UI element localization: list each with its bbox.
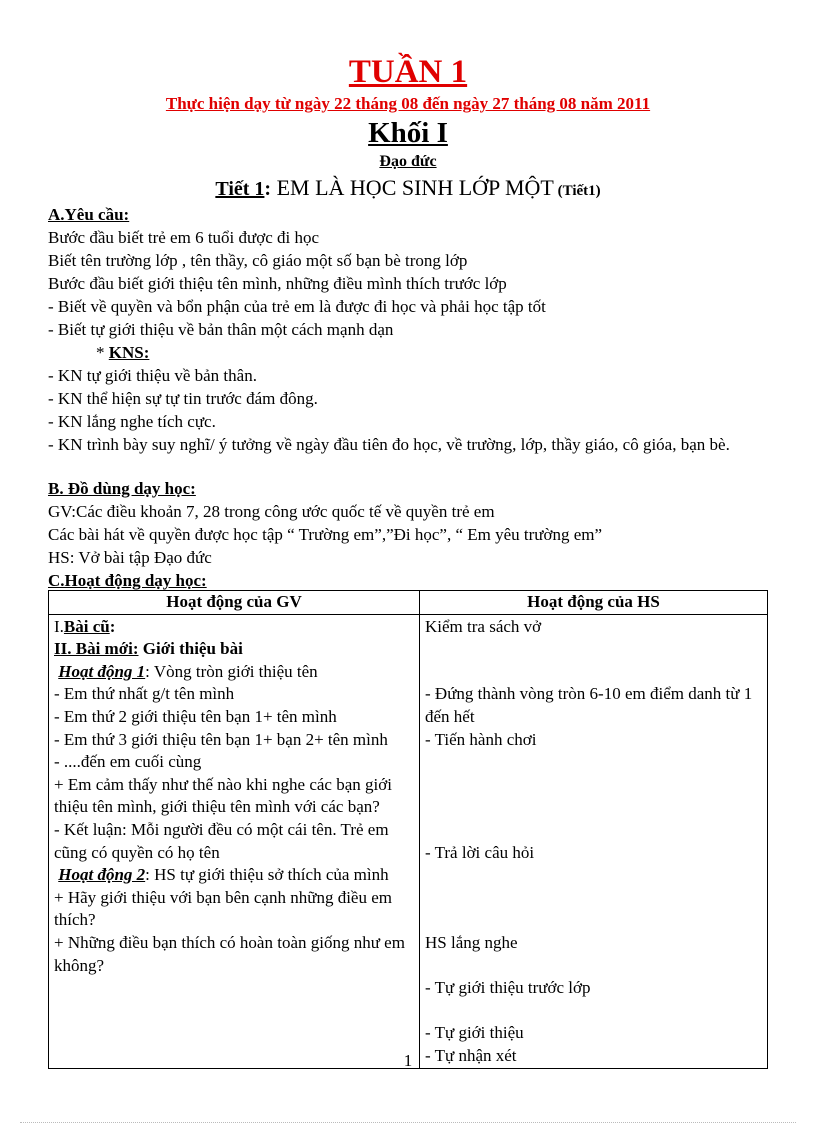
lesson-name: EM LÀ HỌC SINH LỚP MỘT xyxy=(271,175,554,200)
gv-line: + Em cảm thấy như thế nào khi nghe các bạn giới thiệu tên mình, giới thiệu tên mình với các bạn? xyxy=(54,774,392,817)
hs-line: - Tự nhận xét xyxy=(425,1045,517,1065)
date-range: Thực hiện dạy từ ngày 22 tháng 08 đến ngày 27 tháng 08 năm 2011 xyxy=(165,94,651,113)
gv-line: + Hãy giới thiệu với bạn bên cạnh những điều em thích? xyxy=(54,887,392,930)
gv-line: - Em thứ 2 giới thiệu tên bạn 1+ tên mình xyxy=(54,706,337,726)
hs-line: - Trả lời câu hỏi xyxy=(425,842,535,862)
kns-line: - KN trình bày suy nghĩ/ ý tưởng về ngày đầu tiên đo học, về trường, lớp, thầy giáo, cô gióa, bạn bè. xyxy=(48,435,730,454)
header-gv: Hoạt động của GV xyxy=(49,591,420,615)
requirement-line: Bước đầu biết trẻ em 6 tuổi được đi học xyxy=(48,228,320,247)
activity-2-heading: Hoạt động 2: HS tự giới thiệu sở thích của mình xyxy=(58,865,389,885)
spacer xyxy=(425,909,762,932)
spacer xyxy=(425,1000,762,1023)
activity-1-heading: Hoạt động 1: Vòng tròn giới thiệu tên xyxy=(58,661,318,681)
section-requirements xyxy=(48,203,778,456)
kns-line: - KN lắng nghe tích cực. xyxy=(48,412,216,431)
material-line: HS: Vở bài tập Đạo đức xyxy=(48,548,212,567)
hs-cell xyxy=(420,614,768,1069)
section-b-heading: B. Đồ dùng dạy học: xyxy=(48,479,196,498)
week-title: TUẦN 1 xyxy=(348,54,468,90)
spacer xyxy=(425,774,762,797)
gv-line: - Em thứ 3 giới thiệu tên bạn 1+ bạn 2+ tên mình xyxy=(54,729,388,749)
hs-line: - Đứng thành vòng tròn 6-10 em điểm danh từ 1 đến hết xyxy=(425,684,753,726)
requirement-line: Biết tên trường lớp , tên thầy, cô giáo một số bạn bè trong lớp xyxy=(48,251,468,270)
section-c-heading: C.Hoạt động dạy học: xyxy=(48,571,207,590)
spacer xyxy=(425,661,762,684)
header-hs: Hoạt động của HS xyxy=(420,591,768,615)
requirement-line: Bước đầu biết giới thiệu tên mình, những điều mình thích trước lớp xyxy=(48,274,507,293)
spacer xyxy=(425,955,762,978)
requirement-line: - Biết về quyền và bổn phận của trẻ em là được đi học và phải học tập tốt xyxy=(48,297,546,316)
hs-line: - Tự giới thiệu xyxy=(425,1023,524,1043)
spacer xyxy=(425,887,762,910)
kns-heading: KNS: xyxy=(108,343,150,362)
gv-line: - Kết luận: Mỗi người đều có một cái tên. Trẻ em cũng có quyền có họ tên xyxy=(54,819,389,862)
gv-line: - ....đến em cuối cùng xyxy=(54,752,202,772)
requirement-line: - Biết tự giới thiệu về bản thân một cách mạnh dạn xyxy=(48,320,394,339)
spacer xyxy=(425,864,762,887)
grade-title: Khối I xyxy=(368,117,448,149)
section-a-heading: A.Yêu cầu: xyxy=(48,205,130,224)
new-lesson-line: II. Bài mới: Giới thiệu bài xyxy=(54,639,243,659)
hs-line: - Tự giới thiệu trước lớp xyxy=(425,978,591,998)
subject-title: Đạo đức xyxy=(379,153,437,170)
spacer xyxy=(425,638,762,661)
hs-line: HS lắng nghe xyxy=(425,932,518,952)
activity-table xyxy=(48,590,768,1069)
hs-line: - Tiến hành chơi xyxy=(425,729,537,749)
spacer xyxy=(425,819,762,842)
lesson-colon: : xyxy=(264,178,272,200)
kns-heading-line xyxy=(48,341,778,364)
section-materials xyxy=(48,477,778,592)
material-line: Các bài hát về quyền được học tập “ Trường em”,”Đi học”, “ Em yêu trường em” xyxy=(48,525,603,544)
old-lesson-line: I.Bài cũ: xyxy=(54,616,116,636)
table-row xyxy=(49,614,768,1069)
gv-line: + Những điều bạn thích có hoàn toàn giống như em không? xyxy=(54,932,405,975)
spacer xyxy=(425,796,762,819)
kns-line: - KN thể hiện sự tự tin trước đám đông. xyxy=(48,389,318,408)
gv-cell xyxy=(49,614,420,1069)
hs-line: Kiểm tra sách vở xyxy=(425,616,542,636)
gv-line: - Em thứ nhất g/t tên mình xyxy=(54,684,235,704)
page-number: 1 xyxy=(403,1051,413,1070)
spacer xyxy=(425,751,762,774)
lesson-prefix: Tiết 1 xyxy=(215,178,265,200)
lesson-part: (Tiết1) xyxy=(553,183,601,199)
bullet-star: * xyxy=(96,343,109,362)
table-header-row xyxy=(49,591,768,615)
kns-line: - KN tự giới thiệu về bản thân. xyxy=(48,366,257,385)
material-line: GV:Các điều khoản 7, 28 trong công ước quốc tế về quyền trẻ em xyxy=(48,502,495,521)
lesson-title xyxy=(0,174,816,205)
